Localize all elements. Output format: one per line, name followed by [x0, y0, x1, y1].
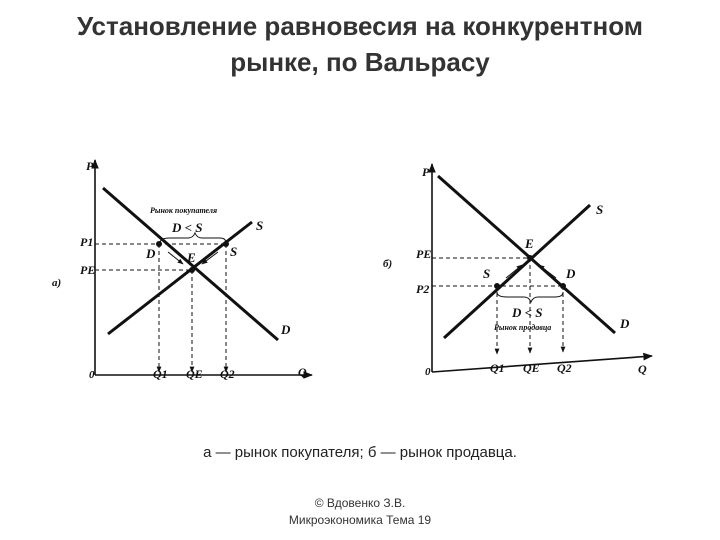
panel-a-supply-curve — [108, 222, 252, 334]
title-line-1: Установление равновесия на конкурентном — [77, 11, 643, 41]
panel-a-label: а) — [52, 277, 62, 289]
panel-a-q-axis-label: Q — [298, 365, 307, 379]
panel-a-imbalance: D < S — [172, 220, 203, 235]
panel-b-s-curve-label: S — [596, 202, 604, 217]
panel-b-point-s — [494, 283, 500, 289]
panel-b-arrow-d — [539, 265, 556, 278]
panel-b-point-d — [560, 283, 566, 289]
panel-a-p1-label: P1 — [80, 235, 94, 249]
panel-b-label: б) — [383, 258, 393, 270]
panel-b-imbalance: D < S — [512, 305, 543, 320]
panel-a-d-point-label: D — [146, 246, 156, 261]
footer-author: © Вдовенко З.В. — [314, 496, 406, 510]
panel-b-q1-label: Q1 — [490, 361, 505, 375]
panel-a-pe-label: PE — [80, 263, 96, 277]
panel-a-qe-label: QE — [186, 367, 203, 381]
panel-a-origin: 0 — [89, 369, 95, 381]
panel-b-q-axis-label: Q — [638, 362, 647, 376]
panel-a-q2-label: Q2 — [220, 367, 235, 381]
panel-b-market-label: Рынок продавца — [494, 323, 552, 332]
panel-b-qe-label: QE — [523, 361, 540, 375]
panel-a-e-point-label: E — [187, 250, 196, 265]
figure-caption: а — рынок покупателя; б — рынок продавца. — [203, 444, 517, 461]
panel-a-point-d — [156, 241, 162, 247]
panel-b-e-point-label: E — [525, 236, 534, 251]
panel-b-q-axis — [432, 356, 652, 372]
panel-b-p-axis-label: P — [422, 165, 430, 179]
panel-a-point-s — [223, 241, 229, 247]
panel-a — [52, 159, 312, 381]
panel-a-s-point-label: S — [230, 244, 238, 259]
panel-b-pe-label: PE — [416, 247, 432, 261]
panel-b-d-curve-label: D — [620, 316, 630, 331]
panel-a-d-curve-label: D — [281, 322, 291, 337]
panel-a-point-e — [189, 267, 195, 273]
footer-course: Микроэкономика Тема 19 — [288, 513, 432, 527]
panel-b-s-point-label: S — [483, 266, 491, 281]
panel-a-market-label: Рынок покупателя — [150, 206, 218, 215]
panel-a-p-axis-label: P — [86, 159, 94, 173]
panel-b-origin: 0 — [425, 366, 431, 378]
panel-b-q2-label: Q2 — [557, 361, 572, 375]
title-line-2: рынке, по Вальрасу — [230, 47, 490, 77]
footer — [0, 495, 720, 529]
panel-b-d-point-label: D — [566, 266, 576, 281]
panel-b — [383, 164, 652, 378]
panel-a-q1-label: Q1 — [153, 367, 168, 381]
panel-b-point-e — [527, 255, 533, 261]
panel-b-p2-label: P2 — [416, 282, 430, 296]
panel-a-s-curve-label: S — [256, 218, 264, 233]
